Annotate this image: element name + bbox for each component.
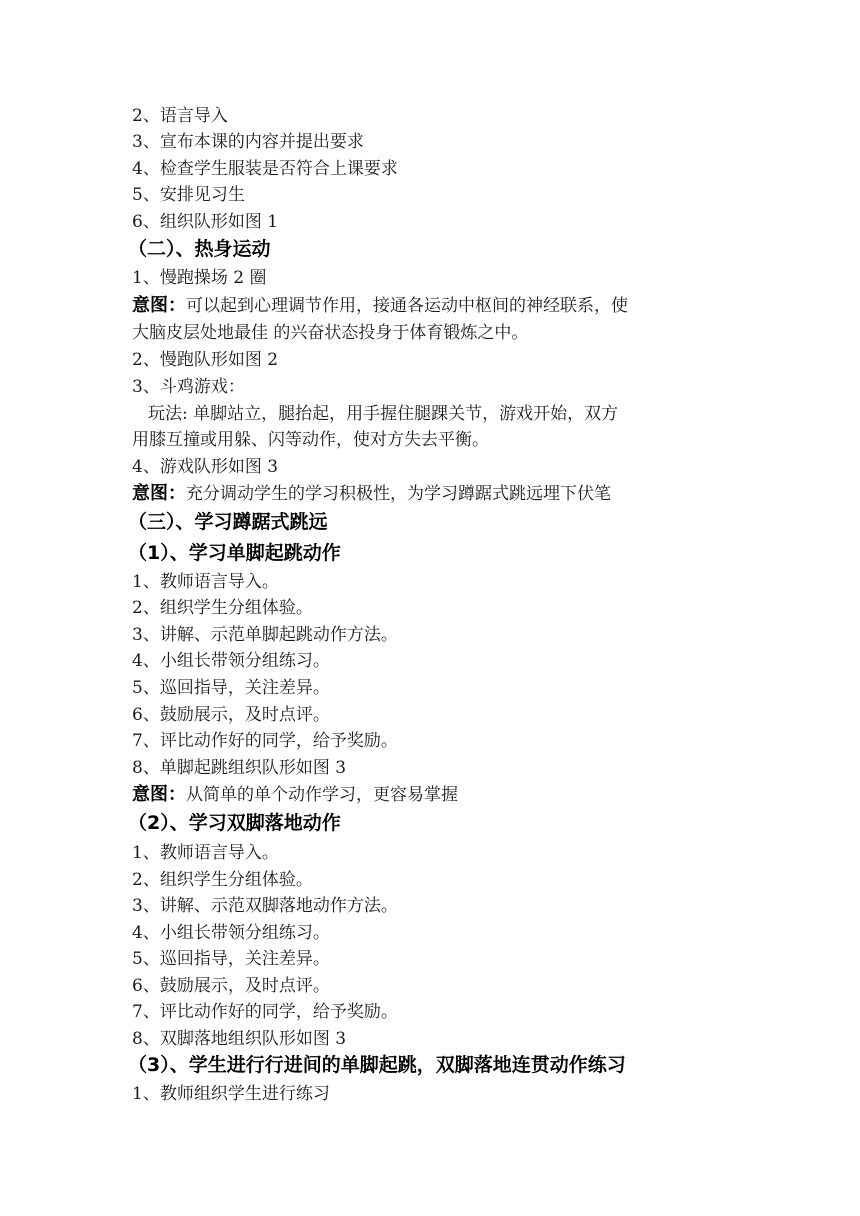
list-item: 4、小组长带领分组练习。: [132, 651, 330, 671]
intent-text: 从简单的单个动作学习，更容易掌握: [186, 785, 458, 805]
intent-text: 充分调动学生的学习积极性，为学习蹲踞式跳远埋下伏笔: [186, 484, 611, 504]
list-item: 7、评比动作好的同学，给予奖励。: [132, 1002, 398, 1022]
list-item: 7、评比动作好的同学，给予奖励。: [132, 731, 398, 751]
intent-paragraph: [132, 293, 742, 319]
list-item: 1、慢跑操场 2 圈: [132, 268, 267, 288]
list-item: 2、组织学生分组体验。: [132, 870, 313, 890]
intent-paragraph: [132, 481, 742, 507]
section-heading: （三）、学习蹲踞式跳远: [128, 511, 328, 533]
list-item: 6、鼓励展示，及时点评。: [132, 705, 330, 725]
list-item: 4、检查学生服装是否符合上课要求: [132, 159, 398, 179]
list-item: 2、慢跑队形如图 2: [132, 350, 279, 370]
list-item: 1、教师组织学生进行练习: [132, 1084, 330, 1104]
paragraph-line: 大脑皮层处地最佳 的兴奋状态投身于体育锻炼之中。: [132, 323, 529, 343]
list-item: 8、单脚起跳组织队形如图 3: [132, 758, 347, 778]
list-item: 6、组织队形如图 1: [132, 212, 279, 232]
list-item: 2、组织学生分组体验。: [132, 598, 313, 618]
list-item: 1、教师语言导入。: [132, 572, 279, 592]
list-item: 4、游戏队形如图 3: [132, 457, 279, 477]
list-item: 3、斗鸡游戏：: [132, 377, 245, 397]
intent-label: 意图：: [132, 483, 186, 504]
subsection-heading: （1）、学习单脚起跳动作: [128, 542, 341, 564]
list-item: 3、讲解、示范双脚落地动作方法。: [132, 896, 398, 916]
paragraph-line: 用膝互撞或用躲、闪等动作，使对方失去平衡。: [132, 430, 489, 450]
intent-label: 意图：: [132, 295, 186, 316]
list-item: 5、巡回指导，关注差异。: [132, 678, 330, 698]
intent-label: 意图：: [132, 784, 186, 805]
section-heading: （二）、热身运动: [128, 238, 271, 260]
list-item: 2、语言导入: [132, 106, 228, 126]
list-item: 5、巡回指导，关注差异。: [132, 949, 330, 969]
subsection-heading: （3）、学生进行行进间的单脚起跳，双脚落地连贯动作练习: [128, 1054, 626, 1076]
paragraph-line: 玩法: 单脚站立，腿抬起，用手握住腿踝关节，游戏开始，双方: [148, 404, 619, 424]
list-item: 4、小组长带领分组练习。: [132, 923, 330, 943]
list-item: 3、宣布本课的内容并提出要求: [132, 132, 364, 152]
list-item: 8、双脚落地组织队形如图 3: [132, 1029, 347, 1049]
list-item: 5、安排见习生: [132, 185, 245, 205]
intent-paragraph: [132, 782, 742, 808]
intent-text: 可以起到心理调节作用，接通各运动中枢间的神经联系，使: [186, 296, 628, 316]
list-item: 3、讲解、示范单脚起跳动作方法。: [132, 625, 398, 645]
list-item: 1、教师语言导入。: [132, 843, 279, 863]
list-item: 6、鼓励展示，及时点评。: [132, 976, 330, 996]
subsection-heading: （2）、学习双脚落地动作: [128, 812, 341, 834]
